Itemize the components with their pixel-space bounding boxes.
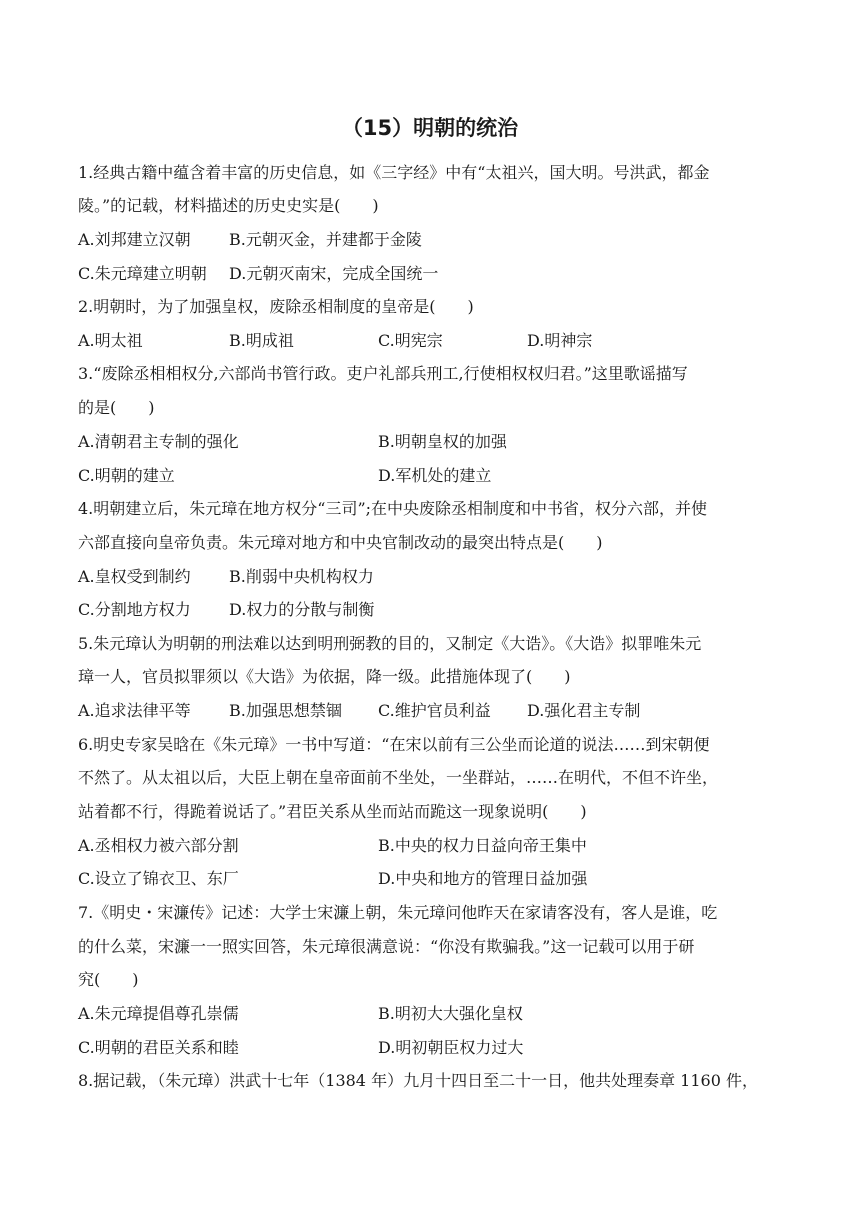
question-5-option-d: D.强化君主专制 [527,701,641,720]
question-6-option-a: A.丞相权力被六部分割 [78,836,239,855]
question-7-line-1: 7.《明史・宋濂传》记述：大学士宋濂上朝，朱元璋问他昨天在家请客没有，客人是谁，吃 [78,903,718,922]
question-6-line-3: 站着都不行，得跪着说话了。”君臣关系从坐而站而跪这一现象说明( ) [78,802,587,821]
question-7-option-a: A.朱元璋提倡尊孔崇儒 [78,1004,239,1023]
question-2-option-b: B.明成祖 [229,331,294,350]
question-2-option-d: D.明神宗 [527,331,593,350]
question-7-option-c: C.明朝的君臣关系和睦 [78,1038,239,1057]
question-4-line-1: 4.明朝建立后，朱元璋在地方权分“三司”;在中央废除丞相制度和中书省，权分六部，并使 [78,499,708,518]
question-7-line-2: 的什么菜，宋濂一一照实回答，朱元璋很满意说：“你没有欺骗我。”这一记载可以用于研 [78,937,695,956]
question-8-line-1: 8.据记载，（朱元璋）洪武十七年（1384 年）九月十四日至二十一日，他共处理奏章 1160 件， [78,1071,758,1090]
question-6-option-b: B.中央的权力日益向帝王集中 [378,836,587,855]
question-2-option-a: A.明太祖 [78,331,143,350]
question-1-line-2: 陵。”的记载，材料描述的历史史实是( ) [78,196,379,215]
question-1-line-1: 1.经典古籍中蕴含着丰富的历史信息，如《三字经》中有“太祖兴，国大明。号洪武，都金 [78,163,710,182]
question-3-option-c: C.明朝的建立 [78,466,175,485]
question-2-line-1: 2.明朝时，为了加强皇权，废除丞相制度的皇帝是( ) [78,297,474,316]
question-7-line-3: 究( ) [78,970,139,989]
question-4-option-b: B.削弱中央机构权力 [229,567,374,586]
question-3-option-d: D.军机处的建立 [378,466,492,485]
question-3-option-b: B.明朝皇权的加强 [378,432,507,451]
question-4-option-a: A.皇权受到制约 [78,567,191,586]
question-3-line-1: 3.“废除丞相相权分,六部尚书管行政。吏户礼部兵刑工,行使相权权归君。”这里歌谣描写 [78,364,688,383]
question-1-option-b: B.元朝灭金，并建都于金陵 [229,230,422,249]
question-4-line-2: 六部直接向皇帝负责。朱元璋对地方和中央官制改动的最突出特点是( ) [78,533,603,552]
question-6-line-1: 6.明史专家吴晗在《朱元璋》一书中写道：“在宋以前有三公坐而论道的说法……到宋朝便 [78,735,710,754]
question-1-option-a: A.刘邦建立汉朝 [78,230,191,249]
question-5-line-1: 5.朱元璋认为明朝的刑法难以达到明刑弼教的目的，又制定《大诰》。《大诰》拟罪唯朱元 [78,634,702,653]
question-4-option-d: D.权力的分散与制衡 [229,600,375,619]
question-1-option-c: C.朱元璋建立明朝 [78,264,207,283]
question-5-option-c: C.维护官员利益 [378,701,491,720]
question-5-option-b: B.加强思想禁锢 [229,701,342,720]
question-6-option-d: D.中央和地方的管理日益加强 [378,869,588,888]
question-3-option-a: A.清朝君主专制的强化 [78,432,239,451]
question-5-option-a: A.追求法律平等 [78,701,191,720]
question-5-line-2: 璋一人，官员拟罪须以《大诰》为依据，降一级。此措施体现了( ) [78,667,571,686]
question-7-option-b: B.明初大大强化皇权 [378,1004,523,1023]
question-3-line-2: 的是( ) [78,398,155,417]
question-6-line-2: 不然了。从太祖以后，大臣上朝在皇帝面前不坐处，一坐群站，……在明代，不但不许坐， [78,768,719,787]
question-1-option-d: D.元朝灭南宋，完成全国统一 [229,264,439,283]
question-4-option-c: C.分割地方权力 [78,600,191,619]
page-title: （15）明朝的统治 [341,116,519,140]
question-7-option-d: D.明初朝臣权力过大 [378,1038,524,1057]
question-2-option-c: C.明宪宗 [378,331,443,350]
question-6-option-c: C.设立了锦衣卫、东厂 [78,869,239,888]
